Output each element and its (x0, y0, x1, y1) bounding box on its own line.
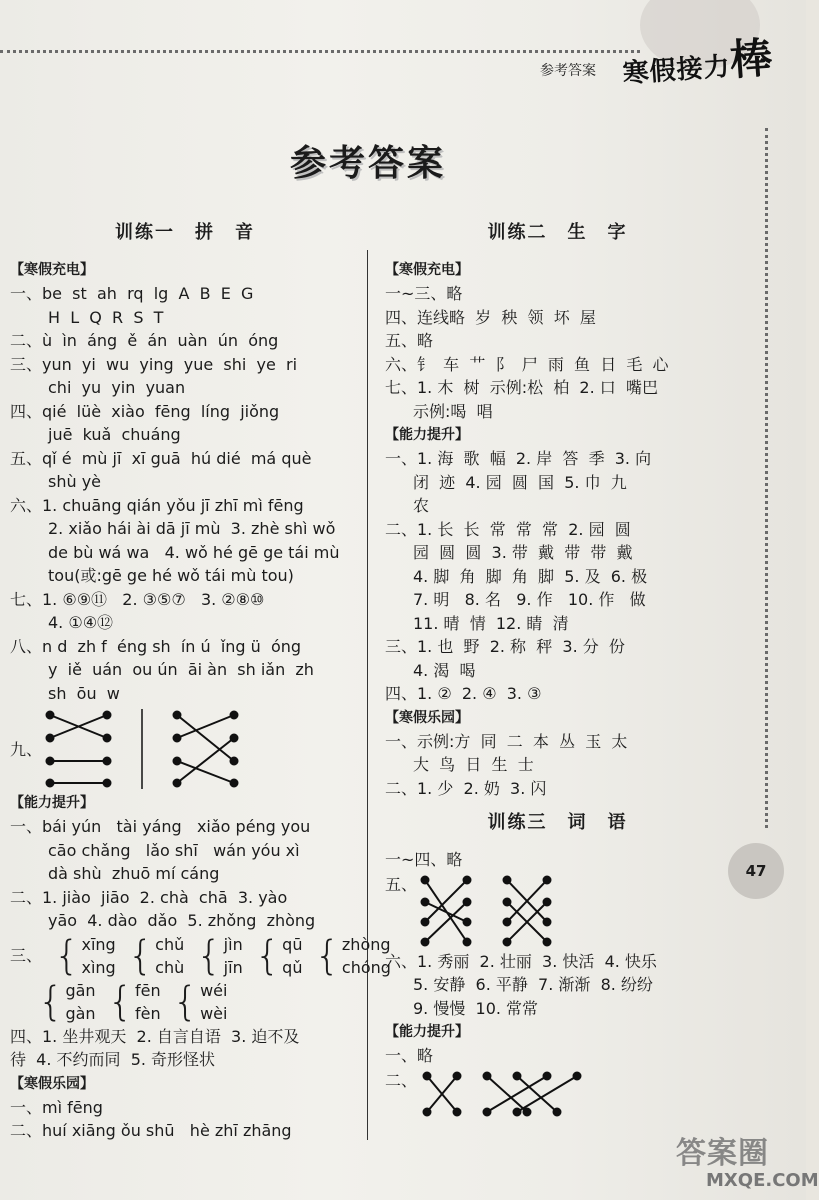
pinyin-pairs-row (10, 932, 391, 979)
answer-line: chi yu yin yuan (48, 378, 186, 397)
section-tag: 【能力提升】 (10, 795, 94, 811)
header-label: 参考答案 (540, 63, 596, 79)
answer-line: y iě uán ou ún āi àn sh iǎn zh (48, 660, 314, 679)
answer-line: 一~四、略 (385, 850, 463, 869)
answer-line: 三、1. 也 野 2. 称 秤 3. 分 份 (385, 637, 625, 656)
pinyin-top: zhòng (341, 934, 391, 954)
answer-line: 四、1. ② 2. ④ 3. ③ (385, 684, 542, 703)
answer-line: 二、huí xiāng ǒu shū hè zhī zhāng (10, 1121, 292, 1140)
answer-line: 八、n d zh f éng sh ín ú ǐng ü óng (10, 636, 302, 656)
answer-line: tou(或:gē ge hé wǒ tái mù tou) (48, 566, 294, 585)
page-title: 参考答案 (290, 142, 447, 184)
pinyin-top: chǔ (155, 934, 185, 954)
answer-line: cāo chǎng lǎo shī wán yóu xì (48, 840, 300, 860)
pinyin-pair: { gān gàn (38, 978, 96, 1025)
pinyin-top: qū (282, 934, 303, 954)
answer-line: 9. 慢慢 10. 常常 (413, 998, 539, 1018)
top-dotted-border (0, 50, 640, 53)
right-dotted-border (765, 128, 768, 828)
pinyin-top: xīng (81, 934, 116, 954)
pinyin-pair: { wéi wèi (172, 978, 228, 1025)
item-label: 三、 (10, 945, 43, 965)
answer-line: 五、略 (385, 331, 434, 350)
answer-line: 待 4. 不约而同 5. 奇形怪状 (10, 1050, 216, 1069)
pinyin-pair: { fēn fèn (107, 978, 161, 1025)
answer-line: 一、mì fēng (10, 1097, 103, 1117)
pinyin-pair: { jìn jīn (196, 932, 243, 979)
pinyin-top: jìn (223, 934, 243, 954)
pinyin-bottom: chóng (341, 957, 391, 977)
matching-diagram-nine (10, 705, 360, 791)
pinyin-pair: { xīng xìng (54, 932, 116, 979)
item-label: 二、 (385, 1070, 418, 1090)
answer-line: 七、1. ⑥⑨⑪ 2. ③⑤⑦ 3. ②⑧⑩ (10, 589, 265, 609)
answer-line: 四、1. 坐井观天 2. 自言自语 3. 迫不及 (10, 1026, 300, 1046)
answer-line: 园 圆 圆 3. 带 戴 带 带 戴 (413, 543, 633, 562)
answer-line: 六、1. chuāng qián yǒu jī zhī mì fēng (10, 495, 304, 515)
matching-diagram-five (385, 872, 730, 950)
page-number-badge: 47 (728, 843, 784, 899)
answer-line: 2. xiǎo hái ài dā jī mù 3. zhè shì wǒ (48, 519, 336, 538)
brand-text: 寒假接力 (621, 51, 732, 90)
answer-line: 一、示例:方 同 二 本 丛 玉 太 (385, 731, 628, 751)
pinyin-bottom: jīn (223, 957, 243, 977)
answer-line: 4. 渴 喝 (413, 660, 476, 680)
answer-line: 7. 明 8. 名 9. 作 10. 作 做 (413, 590, 646, 609)
answer-line: 大 鸟 日 生 士 (413, 755, 534, 774)
answer-line: 二、1. jiào jiāo 2. chà chā 3. yào (10, 887, 288, 907)
item-label: 五、 (385, 874, 418, 894)
section-tag: 【寒假乐园】 (10, 1075, 94, 1092)
pinyin-top: gān (65, 980, 96, 1000)
answer-line: 一~三、略 (385, 284, 463, 303)
matching-lines-figure (417, 1068, 607, 1120)
brand-logo (620, 25, 775, 95)
answer-line: juē kuǎ chuáng (48, 425, 181, 444)
matching-lines-figure (417, 872, 597, 950)
pinyin-pairs-row (10, 979, 360, 1025)
section-title: 训练一 拼 音 (115, 222, 255, 243)
answer-line: 示例:喝 唱 (413, 401, 493, 421)
answer-line: dà shù zhuō mí cáng (48, 864, 220, 883)
pinyin-pair: { qū qǔ (254, 932, 303, 979)
right-column (385, 218, 730, 1120)
answer-line: 七、1. 木 树 示例:松 柏 2. 口 嘴巴 (385, 378, 658, 397)
answer-line: 4. ①④⑫ (48, 613, 114, 632)
pinyin-pair: { zhòng chóng (314, 932, 391, 979)
pinyin-bottom: qǔ (282, 957, 303, 977)
answer-line: H L Q R S T (48, 307, 164, 327)
answer-line: 11. 晴 情 12. 睛 清 (413, 613, 569, 633)
answer-line: 4. 脚 角 脚 角 脚 5. 及 6. 极 (413, 566, 648, 586)
answer-line: yāo 4. dào dǎo 5. zhǒng zhòng (48, 911, 316, 930)
pinyin-bottom: fèn (135, 1003, 161, 1023)
answer-line: 一、略 (385, 1046, 434, 1065)
answer-line: 二、ù ìn áng ě án uàn ún óng (10, 331, 279, 350)
answer-line: de bù wá wa 4. wǒ hé gē ge tái mù (48, 542, 340, 562)
section-tag: 【寒假充电】 (10, 262, 94, 278)
answer-line: shù yè (48, 472, 102, 491)
left-column (10, 218, 391, 1143)
pinyin-top: wéi (200, 980, 228, 1000)
answer-line: 五、qǐ é mù jī xī guā hú dié má què (10, 448, 312, 468)
pinyin-bottom: xìng (81, 957, 116, 977)
matching-lines-figure (42, 705, 342, 791)
answer-line: 农 (413, 496, 430, 515)
answer-line: 二、1. 少 2. 奶 3. 闪 (385, 778, 547, 798)
section-title: 训练三 词 语 (487, 812, 628, 833)
column-divider (367, 250, 368, 1140)
section-tag: 【能力提升】 (385, 427, 469, 443)
answer-line: 一、be st ah rq lg A B E G (10, 284, 254, 303)
section-title: 训练二 生 字 (487, 222, 628, 243)
section-tag: 【寒假充电】 (385, 262, 469, 278)
section-tag: 【能力提升】 (385, 1024, 469, 1040)
answer-line: 一、bái yún tài yáng xiǎo péng you (10, 817, 311, 836)
pinyin-pair: { chǔ chù (127, 932, 185, 979)
watermark-url: MXQE.COM (706, 1170, 819, 1191)
watermark-logo: 答案圈 (676, 1136, 769, 1171)
pinyin-bottom: chù (155, 957, 185, 977)
answer-line: 六、1. 秀丽 2. 壮丽 3. 快活 4. 快乐 (385, 951, 657, 971)
answer-line: 四、qié lüè xiào fēng líng jiǒng (10, 401, 280, 421)
answer-line: 三、yun yi wu ying yue shi ye ri (10, 354, 298, 374)
pinyin-bottom: gàn (65, 1003, 96, 1023)
answer-line: 闭 迹 4. 园 圆 国 5. 巾 九 (413, 472, 627, 492)
answer-line: 四、连线略 岁 秧 领 坏 屋 (385, 307, 596, 327)
answer-line: 5. 安静 6. 平静 7. 渐渐 8. 纷纷 (413, 975, 653, 994)
answer-line: 六、钅 车 艹 阝 尸 雨 鱼 日 毛 心 (385, 354, 669, 374)
brand-big-char: 棒 (728, 32, 775, 85)
matching-diagram-two (385, 1068, 730, 1120)
item-label: 九、 (10, 739, 43, 759)
answer-line: sh ōu w (48, 683, 120, 703)
answer-line: 二、1. 长 长 常 常 常 2. 园 圆 (385, 519, 631, 539)
pinyin-top: fēn (135, 980, 161, 1000)
answer-line: 一、1. 海 歌 幅 2. 岸 答 季 3. 向 (385, 449, 652, 468)
section-tag: 【寒假乐园】 (385, 709, 469, 726)
pinyin-bottom: wèi (200, 1003, 228, 1023)
